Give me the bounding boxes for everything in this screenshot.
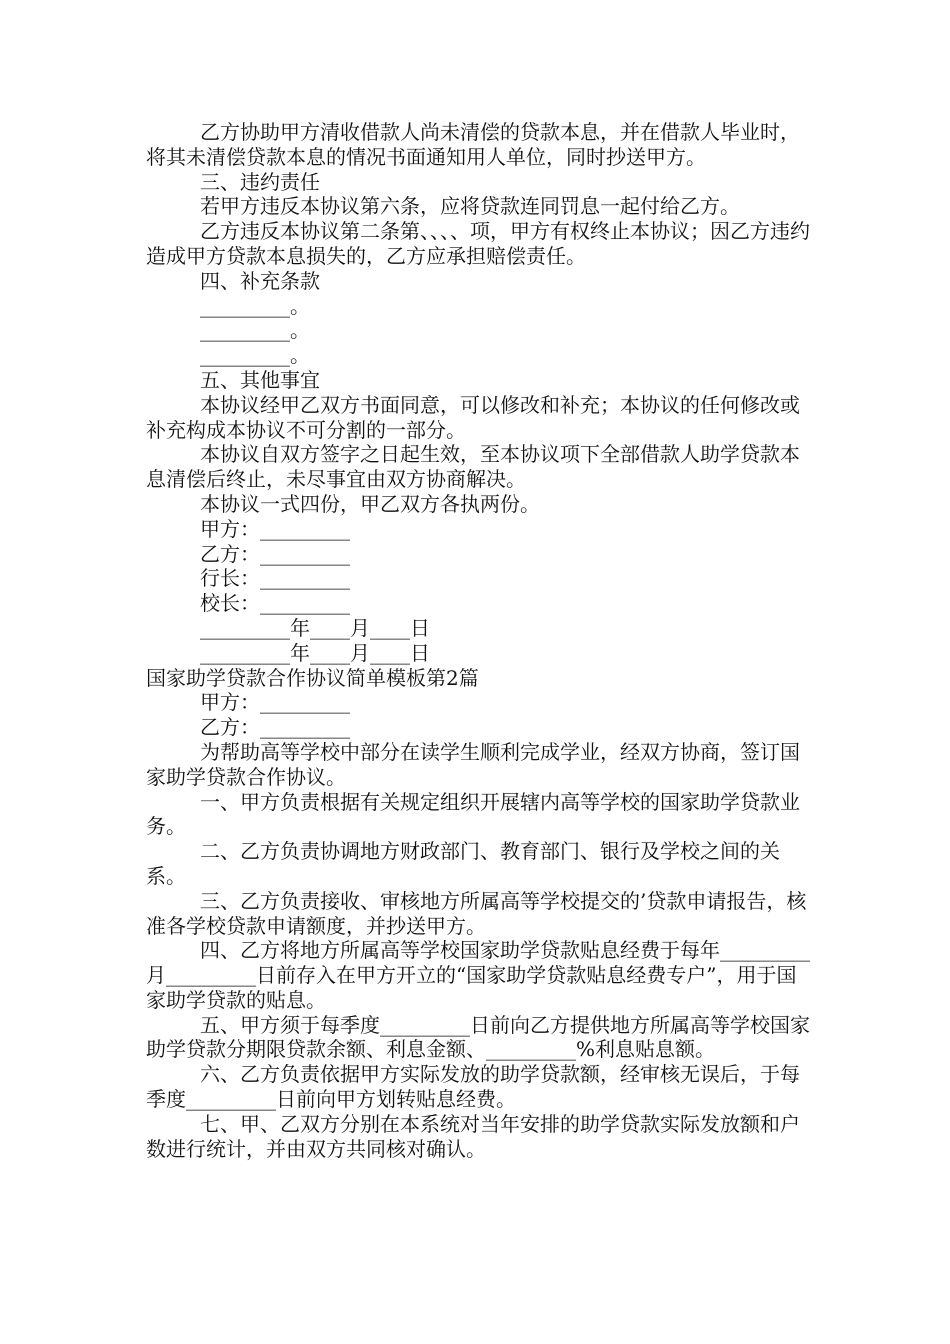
- party-a-field: 甲方：_________: [200, 690, 350, 715]
- blank-line: _________。: [200, 293, 310, 318]
- paragraph-purpose: 为帮助高等学校中部分在读学生顺利完成学业，经双方协商，签订国家助学贷款合作协议。: [146, 739, 800, 789]
- blank-line: _________。: [200, 343, 310, 368]
- document-body: [146, 120, 810, 1161]
- clause-7: 七、甲、乙双方分别在本系统对当年安排的助学贷款实际发放额和户数进行统计，并由双方共同核对确认。: [146, 1111, 800, 1161]
- paragraph-copies: 本协议一式四份，甲乙双方各执两份。: [200, 491, 540, 516]
- heading-breach-liability: 三、违约责任: [200, 169, 320, 194]
- date-line: _________年____月____日: [200, 640, 430, 665]
- section-title-template-2: 国家助学贷款合作协议简单模板第2篇: [146, 665, 479, 690]
- signature-bank-president: 行长：_________: [200, 566, 350, 591]
- heading-other-matters: 五、其他事宜: [200, 367, 320, 392]
- paragraph-effective-date: 本协议自双方签字之日起生效，至本协议项下全部借款人助学贷款本息清偿后终止，未尽事宜由双方协商解决。: [146, 442, 800, 492]
- clause-5: 五、甲方须于每季度_________日前向乙方提供地方所属高等学校国家助学贷款分期限贷款余额、利息金额、_________%利息贴息额。: [146, 1012, 810, 1062]
- clause-4: 四、乙方将地方所属高等学校国家助学贷款贴息经费于每年_________月_________日前存入在甲方开立的“国家助学贷款贴息经费专户”，用于国家助学贷款的贴息。: [146, 938, 810, 1012]
- heading-supplementary-terms: 四、补充条款: [200, 268, 320, 293]
- signature-school-president: 校长：_________: [200, 591, 350, 616]
- signature-party-b: 乙方：_________: [200, 541, 350, 566]
- signature-party-a: 甲方：_________: [200, 516, 350, 541]
- paragraph-repayment-assist: 乙方协助甲方清收借款人尚未清偿的贷款本息，并在借款人毕业时，将其未清偿贷款本息的情况书面通知用人单位，同时抄送甲方。: [146, 120, 800, 169]
- clause-1: 一、甲方负责根据有关规定组织开展辖内高等学校的国家助学贷款业务。: [146, 789, 800, 839]
- clause-2: 二、乙方负责协调地方财政部门、教育部门、银行及学校之间的关系。: [146, 839, 780, 888]
- paragraph-party-a-breach: 若甲方违反本协议第六条，应将贷款连同罚息一起付给乙方。: [200, 194, 740, 219]
- paragraph-amendment: 本协议经甲乙双方书面同意，可以修改和补充；本协议的任何修改或补充构成本协议不可分割的一部分。: [146, 392, 800, 442]
- clause-6: 六、乙方负责依据甲方实际发放的助学贷款额，经审核无误后，于每季度_________日前向甲方划转贴息经费。: [146, 1062, 800, 1112]
- blank-line: _________。: [200, 318, 310, 343]
- date-line: _________年____月____日: [200, 615, 430, 640]
- party-b-field: 乙方：_________: [200, 715, 350, 740]
- clause-3: 三、乙方负责接收、审核地方所属高等学校提交的’贷款申请报告，核准各学校贷款申请额度，并抄送甲方。: [146, 888, 807, 938]
- paragraph-party-b-breach: 乙方违反本协议第二条第、、、、项，甲方有权终止本协议；因乙方违约造成甲方贷款本息损失的，乙方应承担赔偿责任。: [146, 219, 810, 268]
